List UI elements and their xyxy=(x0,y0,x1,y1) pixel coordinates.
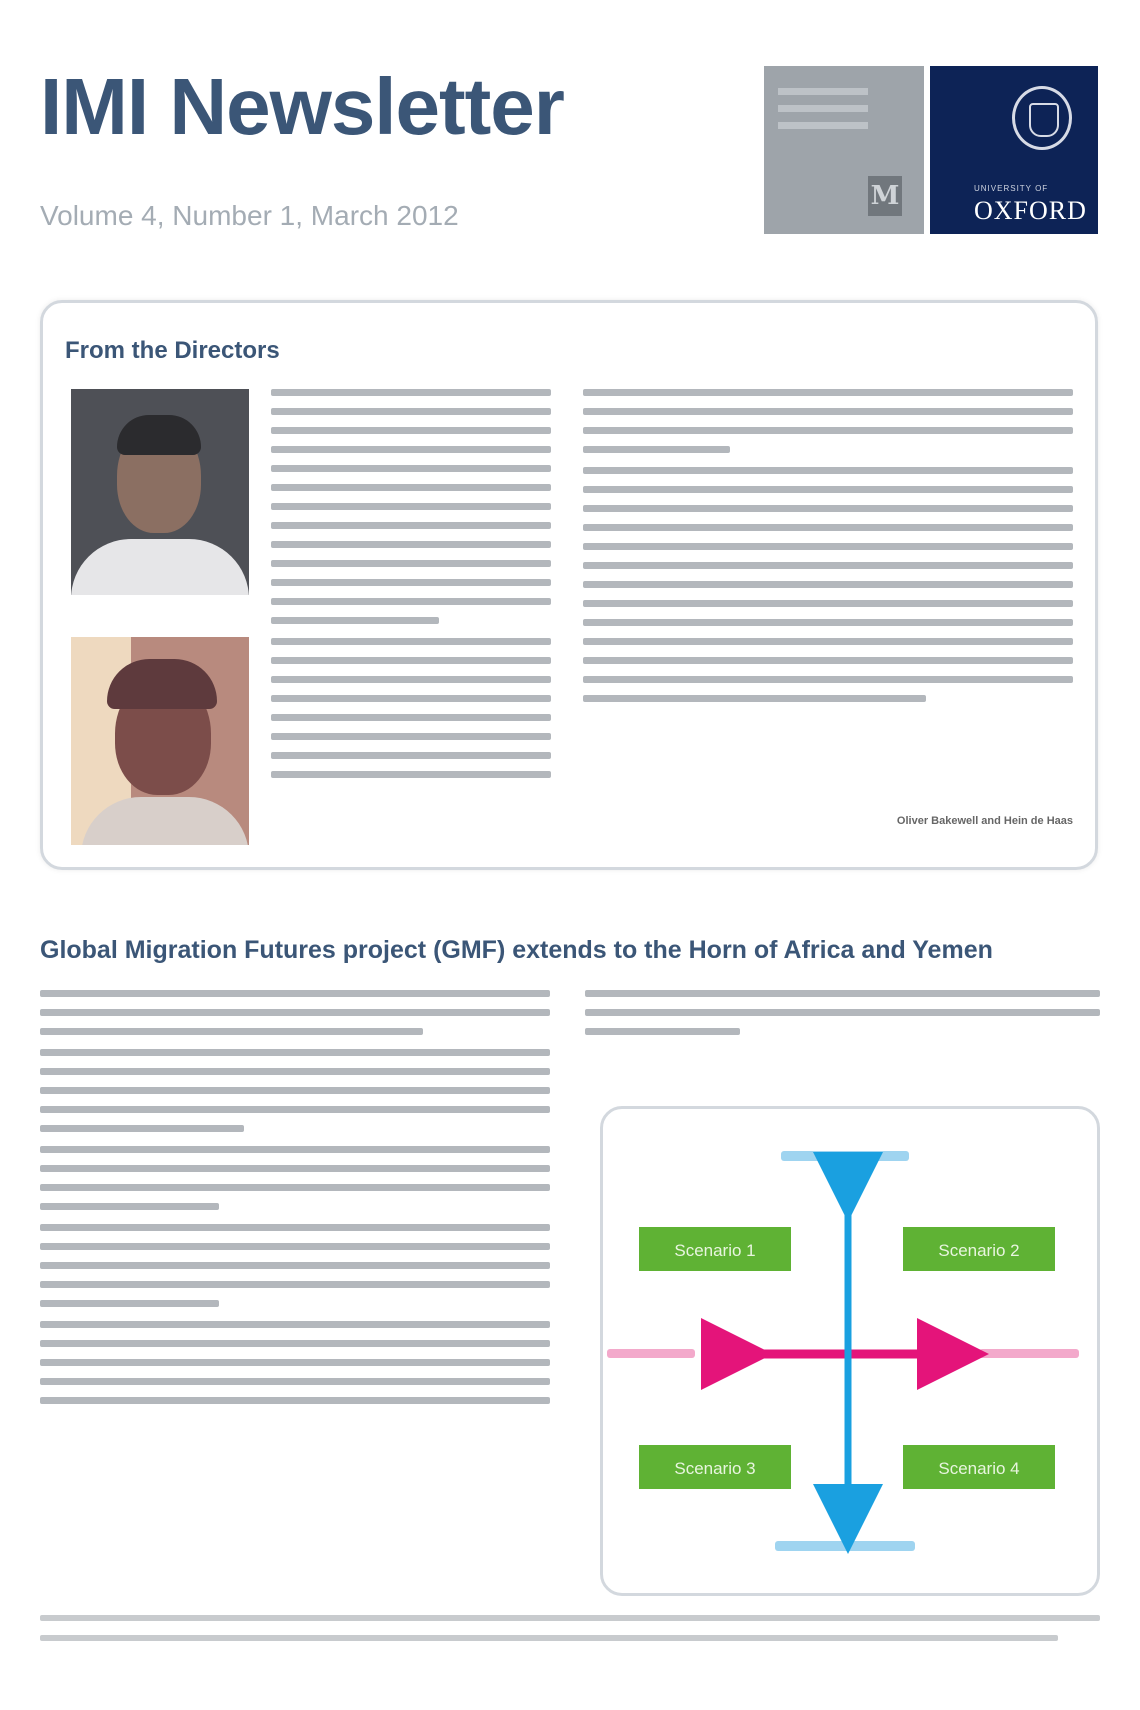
scenario-figure xyxy=(600,1106,1100,1596)
oxford-logo-university: UNIVERSITY OF xyxy=(974,184,1049,193)
directors-signoff: Oliver Bakewell and Hein de Haas xyxy=(896,815,1073,827)
footer xyxy=(40,1615,1100,1655)
imi-logo-mark: M xyxy=(868,176,902,216)
scenario-label-1: Scenario 1 xyxy=(674,1241,756,1260)
left-axis-label xyxy=(607,1349,695,1358)
right-axis-label xyxy=(979,1349,1079,1358)
directors-text-col-1 xyxy=(271,389,551,809)
top-axis-label xyxy=(781,1151,909,1161)
article-title: Global Migration Futures project (GMF) extends to the Horn of Africa and Yemen xyxy=(40,936,993,964)
oxford-logo xyxy=(930,66,1098,234)
directors-box xyxy=(40,300,1098,870)
article-col-2 xyxy=(585,990,1100,1070)
scenario-label-2: Scenario 2 xyxy=(938,1241,1020,1260)
director-photo-2 xyxy=(71,637,249,845)
imi-logo xyxy=(764,66,924,234)
bottom-axis-label xyxy=(775,1541,915,1551)
newsletter-title: IMI Newsletter xyxy=(40,62,564,151)
oxford-crest-icon xyxy=(1012,86,1072,150)
scenario-label-4: Scenario 4 xyxy=(938,1459,1020,1478)
imi-logo-wordmark xyxy=(778,88,868,139)
article-col-1 xyxy=(40,990,550,1590)
issue-subtitle: Volume 4, Number 1, March 2012 xyxy=(40,200,459,231)
director-photo-1 xyxy=(71,389,249,595)
scenario-label-3: Scenario 3 xyxy=(674,1459,756,1478)
directors-text-col-2 xyxy=(583,389,1073,809)
directors-heading: From the Directors xyxy=(65,337,280,364)
oxford-logo-name: OXFORD xyxy=(974,196,1087,225)
scenario-diagram xyxy=(603,1109,1097,1593)
